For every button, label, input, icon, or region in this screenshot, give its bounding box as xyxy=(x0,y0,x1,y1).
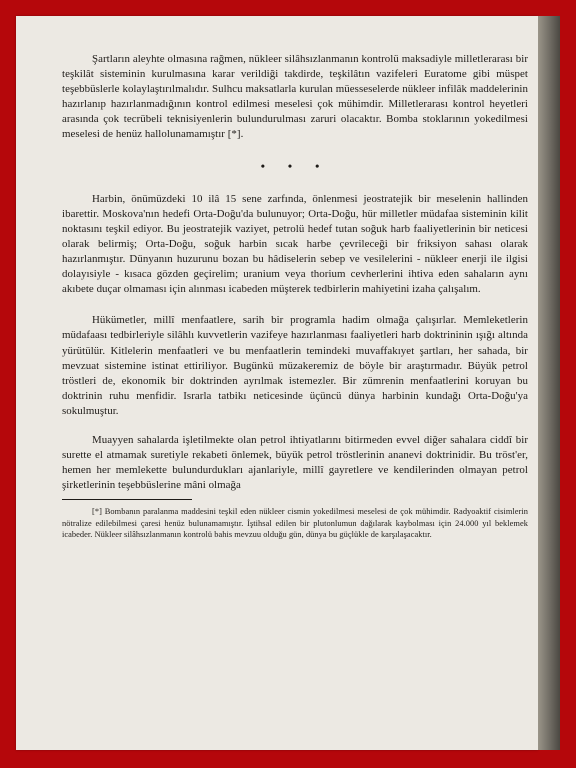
footnote-rule xyxy=(62,499,192,500)
book-spine xyxy=(538,16,560,750)
page-text xyxy=(62,52,528,541)
paragraph-2: Harbin, önümüzdeki 10 ilâ 15 sene zarfında, önlenmesi jeostratejik bir meselenin hallinden ibarettir. Moskova'nın hedefi Orta-Doğu'da bulunuyor; Orta-Doğu, hür milletler müdafaa sisteminin kilit noktasını teşkil ediyor. Bu jeostratejik vaziyet, petrolü hedef tutan soğuk harb faaliyetlerinin bir neticesi olarak belirmiş; Orta-Doğu, soğuk harbin sıcak harbe çevrileceği bir friksiyon sahası olarak hazırlanmıştır. Dünyanın huzurunu bozan bu hâdiselerin sebep ve vesilelerini - nükleer enerji ile ilgisi dolayısiyle - kısaca gözden geçirelim; uranium veya thorium cevherlerini ihtiva eden sahaların aynı akıbete duçar olmaması için alınması icabeden müşterek tedbirlerin mahiyetini izaha çalışalım. xyxy=(62,192,528,296)
section-separator: • • • xyxy=(260,158,330,173)
footnote: [*] Bombanın paralanma maddesini teşkil eden nükleer cismin yokedilmesi meselesi de çok mühimdir. Radyoaktif cisimlerin nötralize edilebilmesi çaresi henüz bulunamamıştır. İştihsal edilen bir plutonlumun dağılarak kaybolması için 24.000 yıl beklemek icabeder. Nükleer silâhsızlanmanın kontrolü bahis mevzuu olduğu gün, dünya bu güçlükle de karşılaşacaktır. xyxy=(62,507,528,540)
paragraph-3: Hükümetler, millî menfaatlere, sarih bir programla hadim olmağa çalışırlar. Memleketlerin müdafaası tedbirleriyle silâhlı kuvvetlerin vazifeye hazırlanması faaliyetleri harb doktrininin ışığı altında yürütülür. Kitlelerin menfaatleri ve bu menfaatlerin temindeki muvaffakıyet şartları, her sahada, bir mevzuat sistemine istinat ettiriliyor. Bugünkü müzakeremiz de böyle bir araştırmadır. Büyük petrol tröstleri de, ekonomik bir doktrinden ayrılmak istemezler. Bir zümrenin menfaatlerini koruyan bu doktrinin ruhu menfidir. Israrla tatbikı neticesinde üçüncü dünya harbinin kundağı Orta-Doğu'ya sokulmuştur. xyxy=(62,314,528,417)
paragraph-4: Muayyen sahalarda işletilmekte olan petrol ihtiyatlarını bitirmeden evvel diğer sahalara ciddî bir surette el atmamak suretiyle rekabeti önlemek, büyük petrol tröstlerinin ananevi doktrinidir. Bu tröst'er, hemen her memlekette bulundurdukları ajanlariyle, millî gayretlere ve kendilerinden olmayan petrol şirketlerinin teşebbüslerine mâni olmağa xyxy=(62,433,528,492)
paragraph-1: Şartların aleyhte olmasına rağmen, nükleer silâhsızlanmanın kontrolü maksadiyle milletlerarası bir teşkilât sisteminin kurulmasına karar verildiği takdirde, teşkilâtın vazifeleri Euratome gibi müspet teşebbüslerle kolaylaştırılmalıdır. Sulhcu maksatlarla kurulan müesseselerde nükleer infilâk maddelerinin hazırlanıp hazırlanmadığının kontrol edilmesi meselesi çok mühimdir. Milletlerarası kontrol heyetleri arasında çok tecrübeli teknisiyenlerin bulundurulması zaruri olacaktır. Bomba stoklarının yokedilmesi meselesi de henüz hallolunamamıştır [*]. xyxy=(62,53,528,141)
